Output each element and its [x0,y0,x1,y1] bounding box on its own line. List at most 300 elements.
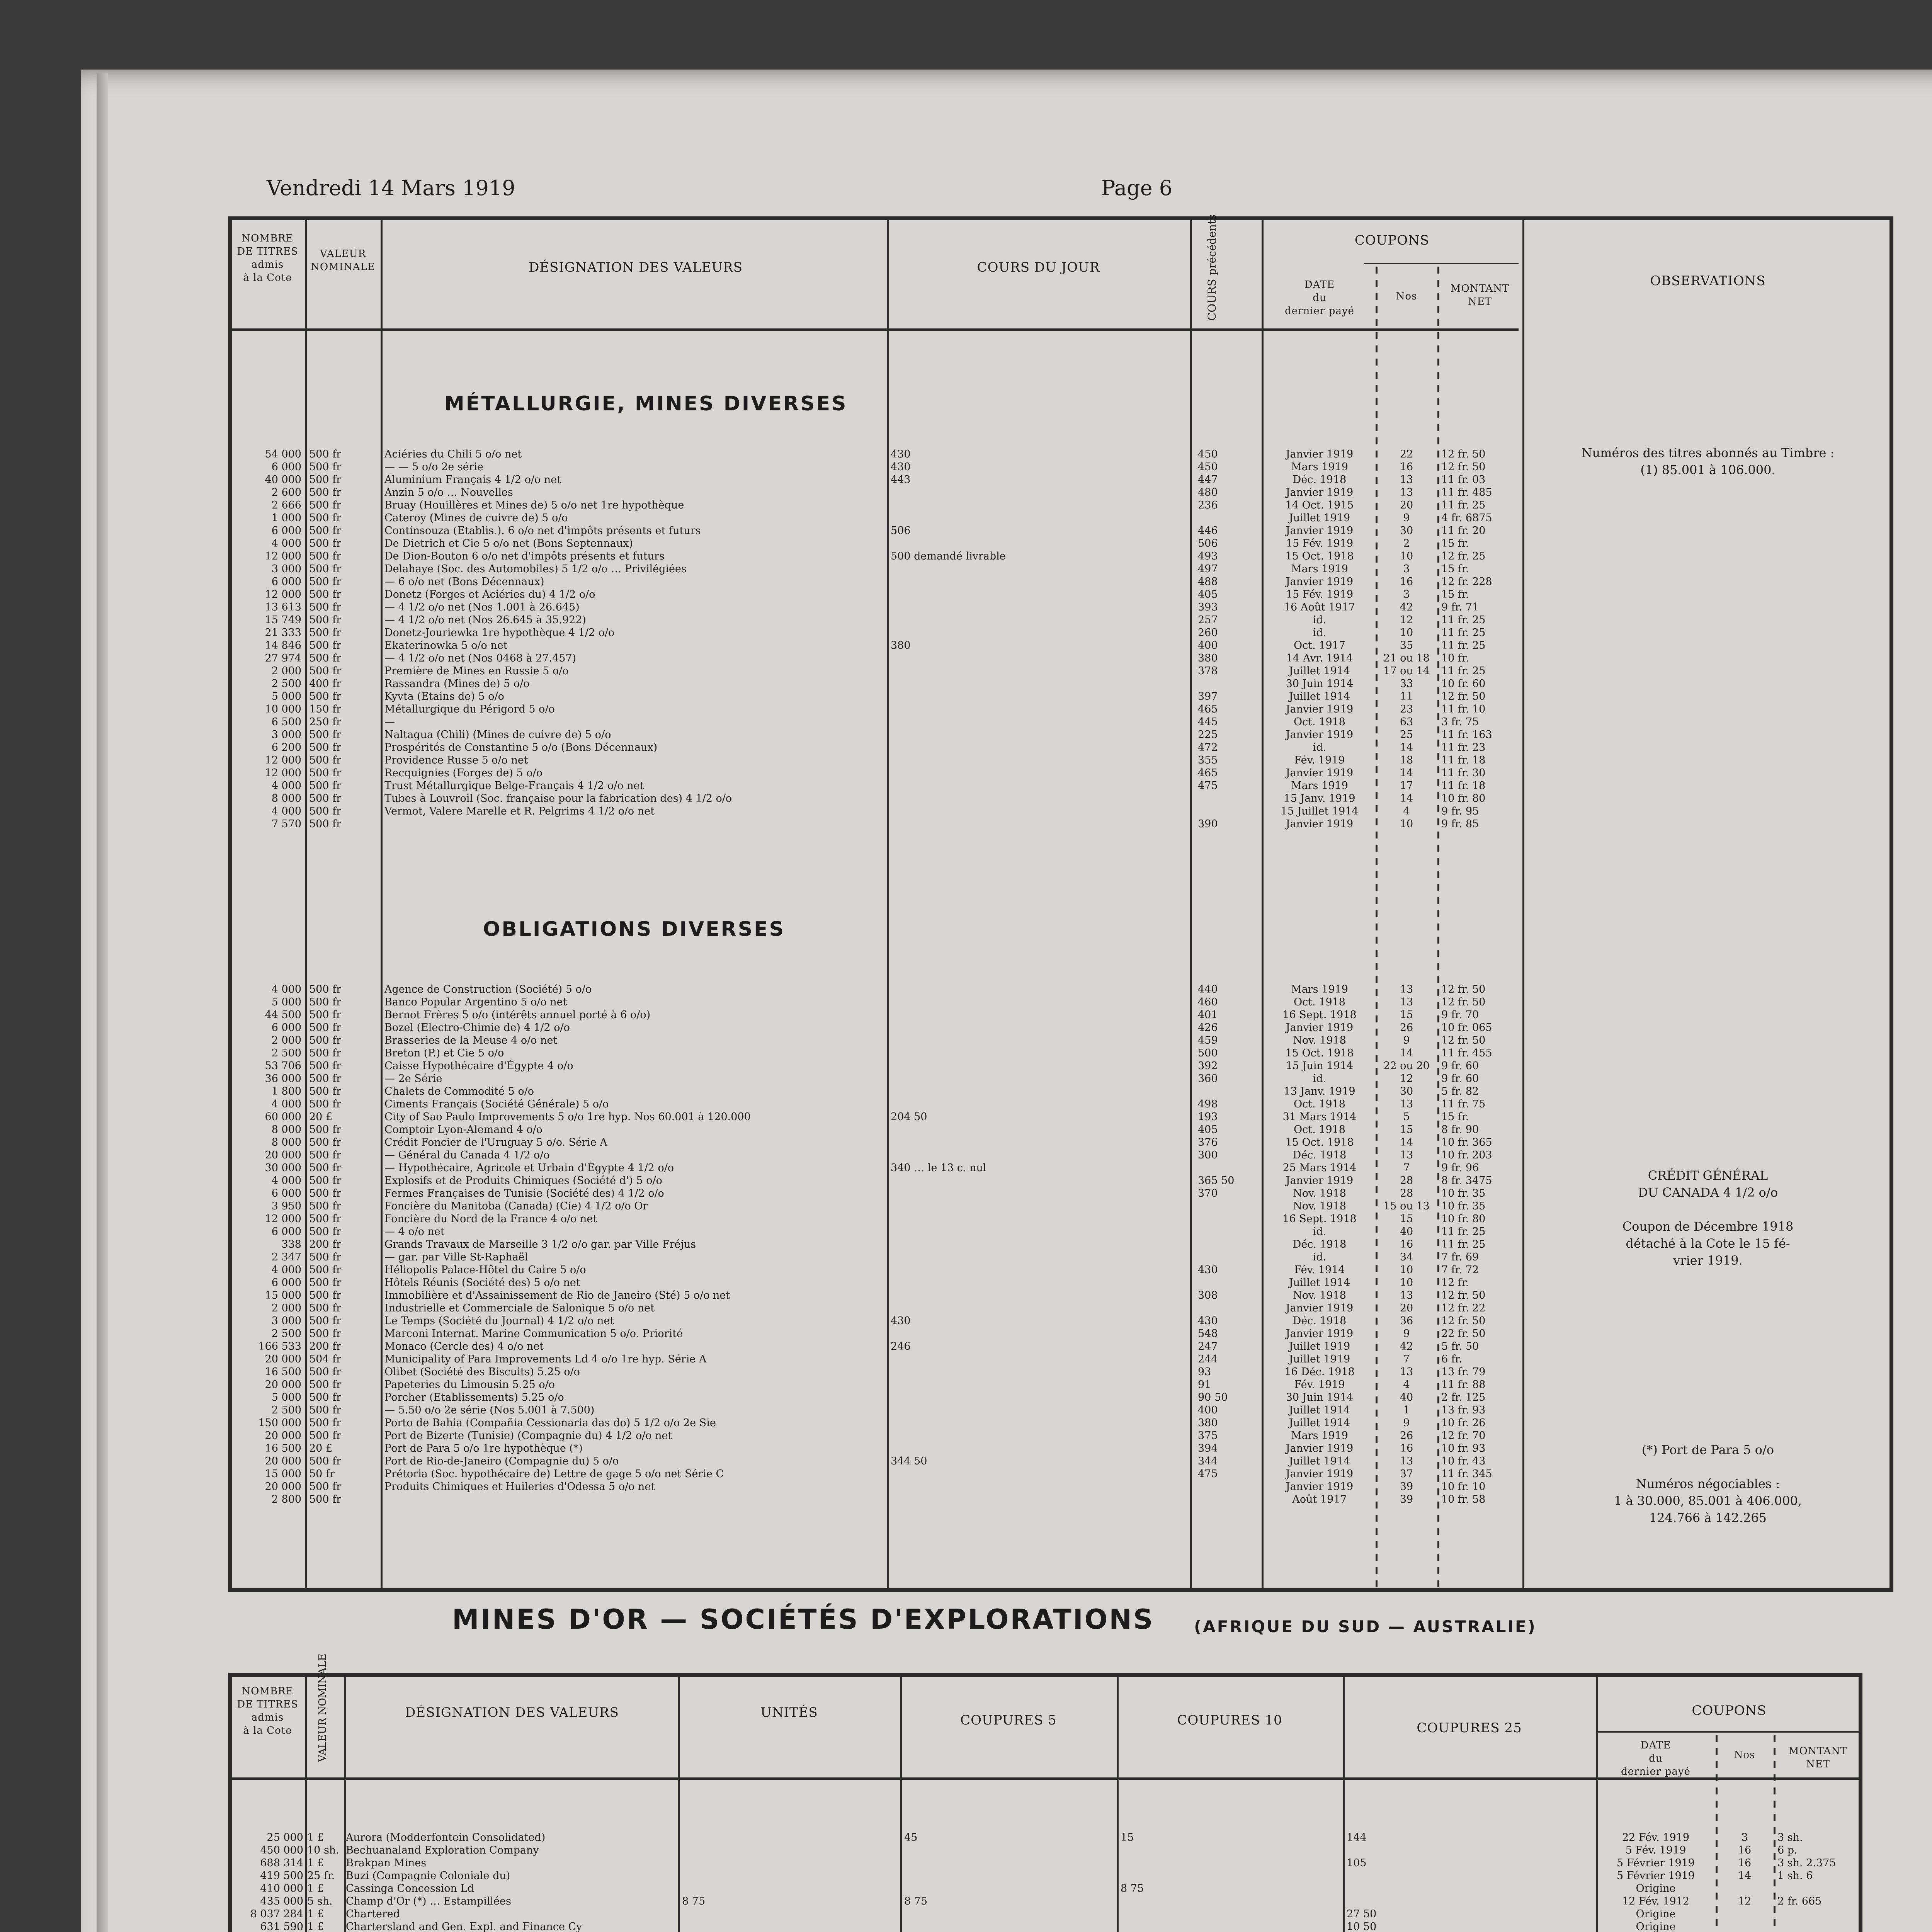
obligations-cell-cours-precedents: 430 [1198,1264,1218,1276]
metallurgie-cell-date: Janvier 1919 [1286,525,1354,537]
obligations-cell-cours-precedents: 459 [1198,1034,1218,1046]
obligations-cell-nombre: 20 000 [265,1455,301,1467]
gold-coupons-header-rule [1596,1731,1862,1733]
obligations-cell-valeur: 500 fr [309,1328,342,1340]
metallurgie-cell-nombre: 2 500 [271,678,301,690]
obligations-cell-designation: City of Sao Paulo Improvements 5 o/o 1re hyp. Nos 60.001 à 120.000 [384,1111,751,1123]
metallurgie-cell-numero: 63 [1400,716,1413,728]
metallurgie-cell-date: Mars 1919 [1291,461,1348,473]
metallurgie-cell-nombre: 6 000 [271,576,301,588]
obligations-cell-montant: 10 fr. 10 [1441,1481,1486,1493]
metallurgie-cell-montant: 10 fr. 60 [1441,678,1486,690]
obligations-cell-montant: 12 fr. 50 [1441,1315,1486,1327]
metallurgie-cell-cours-precedents: 447 [1198,474,1218,486]
obligations-cell-valeur: 500 fr [309,996,342,1008]
obligations-cell-numero: 15 [1400,1009,1413,1021]
obligations-cell-designation: Bernot Frères 5 o/o (intérêts annuel porté à 6 o/o) [384,1009,651,1021]
metallurgie-cell-valeur: 500 fr [309,729,342,741]
metallurgie-cell-valeur: 500 fr [309,588,342,600]
metallurgie-cell-cours-precedents: 450 [1198,461,1218,473]
metallurgie-cell-numero: 17 [1400,780,1413,792]
header-date: Vendredi 14 Mars 1919 [267,176,515,200]
metallurgie-cell-montant: 15 fr. [1441,563,1469,575]
col-header-nombre [232,232,303,284]
obligations-cell-numero: 40 [1400,1226,1413,1238]
metallurgie-cell-cours-precedents: 236 [1198,499,1218,511]
obligations-cell-date: Oct. 1918 [1294,1098,1345,1110]
obligations-cell-numero: 9 [1403,1417,1410,1429]
gold-col-header-date [1598,1739,1714,1778]
obligations-cell-designation: Breton (P.) et Cie 5 o/o [384,1047,504,1059]
obligations-cell-montant: 9 fr. 60 [1441,1073,1479,1085]
obligations-cell-date: Janvier 1919 [1286,1328,1354,1340]
metallurgie-cell-cours-precedents: 378 [1198,665,1218,677]
gold-mines-cell-valeur: 5 sh. [307,1895,333,1907]
obligations-cell-nombre: 1 800 [271,1085,301,1097]
metallurgie-cell-date: 16 Août 1917 [1284,601,1355,613]
obligations-cell-valeur: 500 fr [309,1136,342,1148]
obligations-cell-nombre: 15 000 [265,1468,301,1480]
obligations-cell-cours-precedents: 394 [1198,1442,1218,1454]
obligations-cell-numero: 28 [1400,1175,1413,1187]
obligations-cell-designation: Prétoria (Soc. hypothécaire de) Lettre de gage 5 o/o net Série C [384,1468,724,1480]
obligations-cell-designation: — 2e Série [384,1073,442,1085]
obligations-cell-cours-precedents: 370 [1198,1187,1218,1199]
gold-mines-cell-date: Origine [1636,1908,1676,1920]
obligations-cell-cours-jour: 246 [891,1340,911,1352]
obligations-cell-date: id. [1313,1251,1327,1263]
header-page-number: Page 6 [1101,176,1173,200]
obligations-cell-valeur: 504 fr [309,1353,342,1365]
gold-mines-title: MINES D'OR — SOCIÉTÉS D'EXPLORATIONS [452,1604,1155,1635]
gold-mines-cell-nombre: 410 000 [260,1883,303,1895]
metallurgie-cell-montant: 9 fr. 71 [1441,601,1479,613]
obligations-cell-nombre: 2 000 [271,1302,301,1314]
obligations-cell-numero: 30 [1400,1085,1413,1097]
metallurgie-cell-cours-precedents: 397 [1198,690,1218,702]
metallurgie-cell-designation: Naltagua (Chili) (Mines de cuivre de) 5 o/o [384,729,611,741]
metallurgie-cell-numero: 14 [1400,742,1413,753]
metallurgie-cell-designation: Donetz (Forges et Aciéries du) 4 1/2 o/o [384,588,595,600]
obligations-cell-montant: 12 fr. 50 [1441,996,1486,1008]
gold-mines-cell-nombre: 25 000 [267,1832,303,1844]
metallurgie-cell-designation: Ekaterinowka 5 o/o net [384,639,508,651]
obligations-cell-nombre: 20 000 [265,1481,301,1493]
obligations-cell-montant: 11 fr. 75 [1441,1098,1486,1110]
gold-mines-cell-date: 5 Février 1919 [1617,1857,1695,1869]
obligations-cell-designation: Banco Popular Argentino 5 o/o net [384,996,567,1008]
obligations-cell-valeur: 500 fr [309,1060,342,1072]
metallurgie-cell-designation: Kyvta (Etains de) 5 o/o [384,690,504,702]
metallurgie-cell-nombre: 8 000 [271,793,301,804]
metallurgie-cell-cours-precedents: 355 [1198,754,1218,766]
gold-col-header-nombre [232,1685,303,1737]
metallurgie-cell-date: Oct. 1918 [1294,716,1345,728]
obligations-cell-nombre: 4 000 [271,1175,301,1187]
obligations-cell-numero: 9 [1403,1328,1410,1340]
metallurgie-cell-nombre: 2 000 [271,665,301,677]
metallurgie-cell-valeur: 500 fr [309,537,342,549]
obligations-cell-cours-precedents: 93 [1198,1366,1211,1378]
gold-col-header-date-text: DATE du dernier payé [1621,1740,1690,1777]
obligations-cell-valeur: 50 fr [309,1468,335,1480]
obligations-cell-date: 16 Sept. 1918 [1282,1009,1357,1021]
metallurgie-cell-cours-precedents: 257 [1198,614,1218,626]
obligations-cell-valeur: 500 fr [309,1251,342,1263]
obligations-cell-valeur: 500 fr [309,1175,342,1187]
obligations-cell-cours-precedents: 460 [1198,996,1218,1008]
obligations-cell-numero: 39 [1400,1481,1413,1493]
obligations-cell-cours-jour: 204 50 [891,1111,927,1123]
metallurgie-cell-valeur: 500 fr [309,639,342,651]
metallurgie-cell-nombre: 3 000 [271,563,301,575]
gold-mines-cell-numero: 14 [1738,1870,1752,1882]
gold-mines-cell-designation: Cassinga Concession Ld [346,1883,474,1895]
metallurgie-cell-cours-jour: 380 [891,639,911,651]
metallurgie-cell-montant: 11 fr. 10 [1441,703,1486,715]
metallurgie-cell-valeur: 500 fr [309,614,342,626]
metallurgie-cell-date: Janvier 1919 [1286,576,1354,588]
obligations-cell-date: Déc. 1918 [1293,1315,1347,1327]
metallurgie-cell-montant: 12 fr. 228 [1441,576,1492,588]
obligations-cell-nombre: 3 950 [271,1200,301,1212]
metallurgie-cell-valeur: 500 fr [309,793,342,804]
gold-mines-cell-nombre: 631 590 [260,1921,303,1932]
metallurgie-cell-designation: De Dion-Bouton 6 o/o net d'impôts présents et futurs [384,550,665,562]
metallurgie-cell-valeur: 500 fr [309,486,342,498]
metallurgie-cell-cours-precedents: 493 [1198,550,1218,562]
obligations-cell-nombre: 36 000 [265,1073,301,1085]
metallurgie-cell-date: Janvier 1919 [1286,486,1354,498]
obligations-cell-numero: 16 [1400,1442,1413,1454]
metallurgie-cell-cours-precedents: 450 [1198,448,1218,460]
metallurgie-cell-designation: — 4 1/2 o/o net (Nos 0468 à 27.457) [384,652,577,664]
obligations-cell-montant: 15 fr. [1441,1111,1469,1123]
obligations-cell-montant: 5 fr. 50 [1441,1340,1479,1352]
obligations-cell-nombre: 30 000 [265,1162,301,1174]
obligations-cell-cours-precedents: 244 [1198,1353,1218,1365]
gold-mines-cell-coupures5: 45 [904,1832,918,1844]
obligations-cell-valeur: 500 fr [309,1481,342,1493]
gold-mines-cell-nombre: 8 037 284 [250,1908,303,1920]
metallurgie-cell-date: 15 Fév. 1919 [1286,537,1354,549]
obligations-cell-numero: 1 [1403,1404,1410,1416]
metallurgie-cell-valeur: 500 fr [309,818,342,830]
metallurgie-cell-valeur: 500 fr [309,780,342,792]
obligations-cell-cours-precedents: 90 50 [1198,1391,1228,1403]
metallurgie-cell-valeur: 500 fr [309,525,342,537]
obligations-cell-designation: Hôtels Réunis (Société des) 5 o/o net [384,1277,580,1289]
obligations-cell-date: 16 Déc. 1918 [1284,1366,1355,1378]
obligations-cell-numero: 28 [1400,1187,1413,1199]
metallurgie-cell-montant: 11 fr. 25 [1441,499,1486,511]
obligations-cell-date: Janvier 1919 [1286,1302,1354,1314]
metallurgie-cell-date: 14 Avr. 1914 [1286,652,1353,664]
obligations-cell-designation: Olibet (Société des Biscuits) 5.25 o/o [384,1366,580,1378]
metallurgie-cell-designation: Première de Mines en Russie 5 o/o [384,665,569,677]
gold-mines-cell-valeur: 1 £ [307,1883,324,1895]
obligations-cell-date: Janvier 1919 [1286,1442,1354,1454]
obligations-cell-cours-precedents: 193 [1198,1111,1218,1123]
obligations-cell-designation: — Hypothécaire, Agricole et Urbain d'Égypte 4 1/2 o/o [384,1162,674,1174]
obligations-cell-valeur: 500 fr [309,1213,342,1225]
obligations-cell-nombre: 6 000 [271,1022,301,1034]
gold-col-header-coupures10: COUPURES 10 [1177,1713,1282,1728]
obligations-cell-valeur: 500 fr [309,1162,342,1174]
gold-mines-cell-coupures10: 8 75 [1121,1883,1144,1895]
metallurgie-cell-designation: Donetz-Jouriewka 1re hypothèque 4 1/2 o/o [384,627,615,639]
obligations-cell-montant: 10 fr. 203 [1441,1149,1492,1161]
metallurgie-cell-nombre: 5 000 [271,690,301,702]
metallurgie-cell-cours-precedents: 380 [1198,652,1218,664]
obligations-cell-numero: 22 ou 20 [1383,1060,1430,1072]
obligations-cell-montant: 11 fr. 88 [1441,1379,1486,1391]
obligations-cell-valeur: 500 fr [309,1404,342,1416]
col-header-coupons: COUPONS [1354,233,1430,248]
obligations-cell-cours-precedents: 430 [1198,1315,1218,1327]
obligations-cell-nombre: 20 000 [265,1149,301,1161]
metallurgie-cell-montant: 4 fr. 6875 [1441,512,1492,524]
gold-mines-cell-date: Origine [1636,1921,1676,1932]
metallurgie-cell-montant: 12 fr. 50 [1441,690,1486,702]
obligations-cell-valeur: 500 fr [309,1379,342,1391]
obligations-cell-valeur: 500 fr [309,1200,342,1212]
gold-mines-cell-date: 5 Février 1919 [1617,1870,1695,1882]
metallurgie-cell-numero: 16 [1400,576,1413,588]
gold-mines-cell-designation: Chartered [346,1908,400,1920]
obligations-cell-cours-precedents: 500 [1198,1047,1218,1059]
obligations-cell-nombre: 16 500 [265,1366,301,1378]
obligations-cell-date: Janvier 1919 [1286,1022,1354,1034]
obligations-cell-date: Déc. 1918 [1293,1238,1347,1250]
obligations-cell-valeur: 200 fr [309,1238,342,1250]
metallurgie-cell-numero: 18 [1400,754,1413,766]
obligations-cell-cours-jour: 340 … le 13 c. nul [891,1162,986,1174]
metallurgie-cell-nombre: 3 000 [271,729,301,741]
metallurgie-cell-cours-precedents: 465 [1198,767,1218,779]
metallurgie-cell-numero: 35 [1400,639,1413,651]
metallurgie-cell-numero: 11 [1400,690,1413,702]
obligations-cell-designation: — Général du Canada 4 1/2 o/o [384,1149,550,1161]
obligations-cell-date: 15 Juin 1914 [1286,1060,1354,1072]
metallurgie-cell-date: Janvier 1919 [1286,767,1354,779]
metallurgie-cell-valeur: 500 fr [309,665,342,677]
metallurgie-cell-designation: — 6 o/o net (Bons Décennaux) [384,576,544,588]
gold-mines-cell-valeur: 1 £ [307,1857,324,1869]
obligations-cell-valeur: 500 fr [309,1073,342,1085]
metallurgie-cell-numero: 2 [1403,537,1410,549]
obligations-cell-numero: 10 [1400,1277,1413,1289]
metallurgie-cell-designation: Providence Russe 5 o/o net [384,754,528,766]
metallurgie-cell-valeur: 500 fr [309,754,342,766]
obligations-cell-nombre: 8 000 [271,1124,301,1136]
obligations-cell-numero: 13 [1400,996,1413,1008]
metallurgie-cell-valeur: 500 fr [309,601,342,613]
metallurgie-cell-valeur: 500 fr [309,652,342,664]
metallurgie-cell-montant: 11 fr. 25 [1441,665,1486,677]
obligations-cell-date: id. [1313,1073,1327,1085]
obligations-cell-designation: Ciments Français (Société Générale) 5 o/o [384,1098,609,1110]
gold-mines-cell-designation: Buzi (Compagnie Coloniale du) [346,1870,510,1882]
metallurgie-cell-nombre: 6 500 [271,716,301,728]
obligations-cell-designation: Foncière du Nord de la France 4 o/o net [384,1213,597,1225]
obligations-cell-nombre: 5 000 [271,996,301,1008]
obligations-cell-numero: 7 [1403,1353,1410,1365]
metallurgie-cell-valeur: 500 fr [309,742,342,753]
metallurgie-cell-designation: Aluminium Français 4 1/2 o/o net [384,474,561,486]
obligations-cell-cours-precedents: 401 [1198,1009,1218,1021]
metallurgie-cell-numero: 13 [1400,474,1413,486]
metallurgie-cell-numero: 3 [1403,588,1410,600]
metallurgie-cell-nombre: 2 666 [271,499,301,511]
metallurgie-cell-nombre: 6 200 [271,742,301,753]
obligations-cell-designation: Grands Travaux de Marseille 3 1/2 o/o gar. par Ville Fréjus [384,1238,696,1250]
obligations-cell-nombre: 20 000 [265,1353,301,1365]
metallurgie-cell-cours-precedents: 405 [1198,588,1218,600]
obligations-cell-nombre: 20 000 [265,1430,301,1442]
obligations-cell-designation: Port de Rio-de-Janeiro (Compagnie du) 5 o/o [384,1455,619,1467]
obligations-cell-montant: 9 fr. 96 [1441,1162,1479,1174]
metallurgie-cell-numero: 20 [1400,499,1413,511]
obligations-cell-montant: 12 fr. 50 [1441,1034,1486,1046]
obligations-cell-designation: Le Temps (Société du Journal) 4 1/2 o/o net [384,1315,614,1327]
obligations-cell-designation: Fermes Françaises de Tunisie (Société des) 4 1/2 o/o [384,1187,664,1199]
gold-mines-cell-valeur: 25 fr. [307,1870,335,1882]
obligations-cell-date: 25 Mars 1914 [1282,1162,1357,1174]
obligations-cell-valeur: 20 £ [309,1442,333,1454]
obligations-cell-date: 31 Mars 1914 [1282,1111,1357,1123]
obligations-cell-date: 30 Juin 1914 [1286,1391,1354,1403]
obligations-cell-date: Janvier 1919 [1286,1481,1354,1493]
metallurgie-cell-date: 14 Oct. 1915 [1285,499,1354,511]
obligations-cell-nombre: 3 000 [271,1315,301,1327]
obligations-cell-nombre: 6 000 [271,1277,301,1289]
obligations-cell-date: Juillet 1914 [1289,1277,1350,1289]
metallurgie-cell-date: 15 Oct. 1918 [1285,550,1354,562]
metallurgie-cell-nombre: 6 000 [271,525,301,537]
gold-col-header-designation: DÉSIGNATION DES VALEURS [405,1705,619,1720]
metallurgie-cell-valeur: 500 fr [309,767,342,779]
obligations-cell-designation: Héliopolis Palace-Hôtel du Caire 5 o/o [384,1264,586,1276]
obligations-cell-numero: 34 [1400,1251,1413,1263]
obligations-cell-date: Mars 1919 [1291,983,1348,995]
metallurgie-cell-montant: 11 fr. 18 [1441,780,1486,792]
obligations-cell-date: Août 1917 [1292,1493,1347,1505]
metallurgie-cell-cours-precedents: 506 [1198,537,1218,549]
gold-mines-cell-designation: Aurora (Modderfontein Consolidated) [346,1832,546,1844]
obligations-cell-date: Nov. 1918 [1293,1187,1346,1199]
metallurgie-cell-montant: 12 fr. 50 [1441,448,1486,460]
metallurgie-cell-cours-precedents: 480 [1198,486,1218,498]
metallurgie-cell-montant: 11 fr. 25 [1441,614,1486,626]
obligations-cell-nombre: 6 000 [271,1226,301,1238]
obligations-cell-designation: Monaco (Cercle des) 4 o/o net [384,1340,544,1352]
metallurgie-cell-nombre: 14 846 [265,639,301,651]
col-header-nombre-text: NOMBRE DE TITRES admis à la Cote [237,233,298,284]
obligations-cell-cours-precedents: 380 [1198,1417,1218,1429]
obligations-cell-montant: 10 fr. 365 [1441,1136,1492,1148]
metallurgie-cell-nombre: 15 749 [265,614,301,626]
obligations-cell-designation: Brasseries de la Meuse 4 o/o net [384,1034,558,1046]
metallurgie-cell-designation: — [384,716,395,728]
obligations-cell-montant: 9 fr. 70 [1441,1009,1479,1021]
obligations-cell-nombre: 2 500 [271,1047,301,1059]
gold-mines-cell-montant: 1 sh. 6 [1777,1870,1813,1882]
metallurgie-cell-montant: 11 fr. 25 [1441,627,1486,639]
metallurgie-cell-valeur: 500 fr [309,576,342,588]
metallurgie-cell-numero: 13 [1400,486,1413,498]
obligations-cell-designation: Papeteries du Limousin 5.25 o/o [384,1379,555,1391]
obligations-cell-designation: Municipality of Para Improvements Ld 4 o/o 1re hyp. Série A [384,1353,707,1365]
obligations-cell-date: Janvier 1919 [1286,1175,1354,1187]
gold-mines-cell-coupures25: 27 50 [1347,1908,1377,1920]
obligations-cell-numero: 26 [1400,1022,1413,1034]
metallurgie-cell-montant: 10 fr. 80 [1441,793,1486,804]
metallurgie-cell-designation: Continsouza (Etablis.). 6 o/o net d'impôts présents et futurs [384,525,701,537]
gold-col-header-no: Nos [1734,1749,1755,1761]
metallurgie-cell-numero: 10 [1400,818,1413,830]
obligations-cell-nombre: 4 000 [271,1264,301,1276]
metallurgie-cell-designation: Trust Métallurgique Belge-Français 4 1/2 o/o net [384,780,644,792]
metallurgie-cell-montant: 11 fr. 23 [1441,742,1486,753]
obligations-cell-cours-precedents: 365 50 [1198,1175,1235,1187]
col-header-no: Nos [1396,291,1417,302]
obligations-cell-numero: 15 [1400,1213,1413,1225]
obligations-cell-montant: 11 fr. 455 [1441,1047,1492,1059]
obligations-cell-cours-precedents: 400 [1198,1404,1218,1416]
obligations-cell-numero: 40 [1400,1391,1413,1403]
obligations-cell-montant: 10 fr. 80 [1441,1213,1486,1225]
obligations-cell-valeur: 500 fr [309,1430,342,1442]
obligations-cell-montant: 12 fr. [1441,1277,1469,1289]
obligations-cell-cours-precedents: 300 [1198,1149,1218,1161]
obligations-cell-valeur: 500 fr [309,1277,342,1289]
note-port-para: (*) Port de Para 5 o/o Numéros négociables : 1 à 30.000, 85.001 à 406.000, 124.766 à 142.265 [1614,1442,1802,1525]
obligations-cell-montant: 10 fr. 43 [1441,1455,1486,1467]
obligations-cell-montant: 6 fr. [1441,1353,1463,1365]
obligations-cell-date: Juillet 1919 [1289,1353,1350,1365]
gold-mines-cell-date: Origine [1636,1883,1676,1895]
metallurgie-cell-numero: 22 [1400,448,1413,460]
obligations-cell-date: Mars 1919 [1291,1430,1348,1442]
obligations-cell-cours-precedents: 360 [1198,1073,1218,1085]
col-header-date [1265,278,1374,318]
gold-col-header-unites: UNITÉS [760,1705,818,1720]
obligations-cell-designation: Crédit Foncier de l'Uruguay 5 o/o. Série A [384,1136,607,1148]
metallurgie-cell-designation: Anzin 5 o/o … Nouvelles [384,486,513,498]
obligations-cell-cours-precedents: 548 [1198,1328,1218,1340]
metallurgie-cell-cours-precedents: 497 [1198,563,1218,575]
metallurgie-cell-nombre: 12 000 [265,550,301,562]
metallurgie-cell-montant: 11 fr. 03 [1441,474,1486,486]
gold-mines-subtitle: (AFRIQUE DU SUD — AUSTRALIE) [1194,1617,1537,1636]
gold-col-header-montant [1776,1745,1861,1771]
metallurgie-cell-date: Juillet 1914 [1289,690,1350,702]
metallurgie-cell-designation: — 4 1/2 o/o net (Nos 26.645 à 35.922) [384,614,586,626]
metallurgie-cell-montant: 10 fr. [1441,652,1469,664]
metallurgie-cell-valeur: 500 fr [309,550,342,562]
metallurgie-cell-date: id. [1313,614,1327,626]
obligations-cell-designation: — 4 o/o net [384,1226,445,1238]
obligations-cell-designation: Bozel (Electro-Chimie de) 4 1/2 o/o [384,1022,570,1034]
obligations-cell-valeur: 500 fr [309,1417,342,1429]
obligations-cell-designation: Industrielle et Commerciale de Salonique 5 o/o net [384,1302,655,1314]
metallurgie-cell-cours-precedents: 445 [1198,716,1218,728]
metallurgie-cell-date: id. [1313,627,1327,639]
gold-mines-cell-valeur: 10 sh. [307,1844,339,1856]
metallurgie-cell-nombre: 4 000 [271,780,301,792]
obligations-cell-numero: 12 [1400,1073,1413,1085]
